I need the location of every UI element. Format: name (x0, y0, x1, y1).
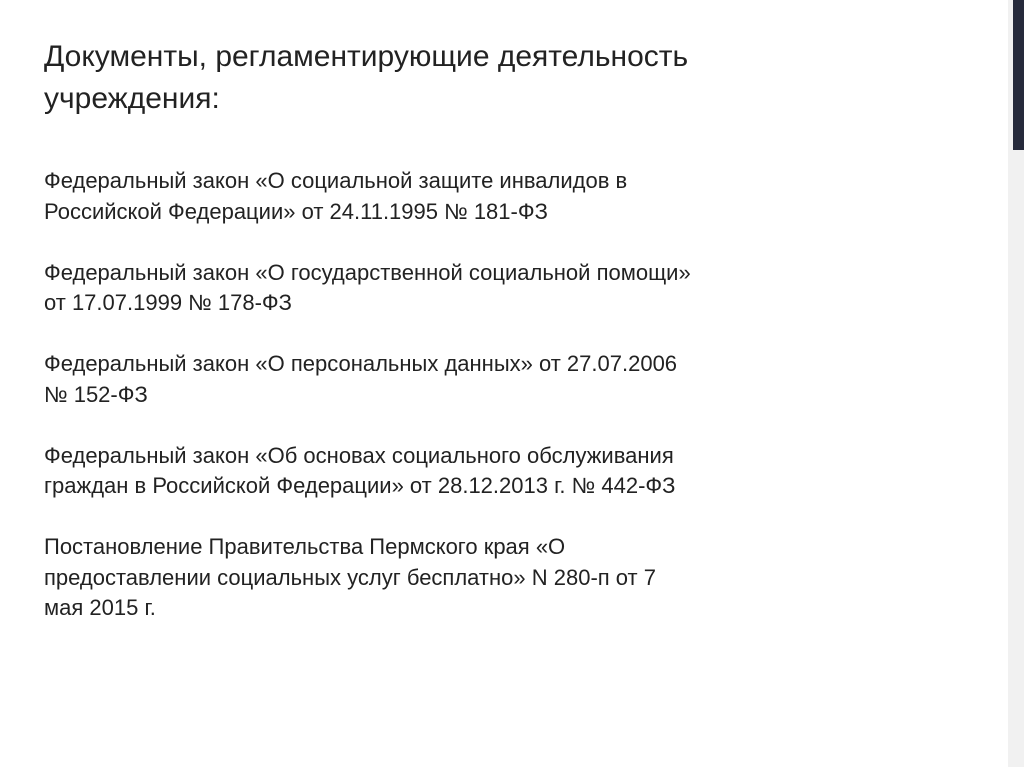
document-line: Федеральный закон «О социальной защите инвалидов в (44, 168, 628, 193)
document-line: от 17.07.1999 № 178-ФЗ (44, 290, 292, 315)
document-item (44, 441, 844, 502)
document-item (44, 532, 844, 624)
documents-list (44, 166, 844, 654)
slide-title-line: учреждения: (44, 82, 220, 115)
document-item (44, 349, 844, 410)
document-line: Федеральный закон «Об основах социального обслуживания (44, 442, 674, 468)
document-line: мая 2015 г. (44, 595, 156, 620)
document-line: Постановление Правительства Пермского края «О (44, 534, 566, 559)
slide-title (44, 36, 944, 120)
document-item (44, 166, 844, 227)
document-line: граждан в Российской Федерации» от 28.12.2013 г. № 442-ФЗ (44, 473, 676, 498)
document-line: Российской Федерации» от 24.11.1995 № 181-ФЗ (44, 198, 548, 224)
slide-edge-accent (1013, 0, 1024, 150)
document-line: Федеральный закон «О персональных данных» от 27.07.2006 (44, 351, 678, 376)
document-line: Федеральный закон «О государственной социальной помощи» (44, 259, 691, 285)
slide-title-line: Документы, регламентирующие деятельность (44, 40, 689, 73)
document-item (44, 258, 844, 319)
document-line: № 152-ФЗ (44, 381, 148, 407)
document-line: предоставлении социальных услуг бесплатно» N 280-п от 7 (44, 564, 656, 590)
